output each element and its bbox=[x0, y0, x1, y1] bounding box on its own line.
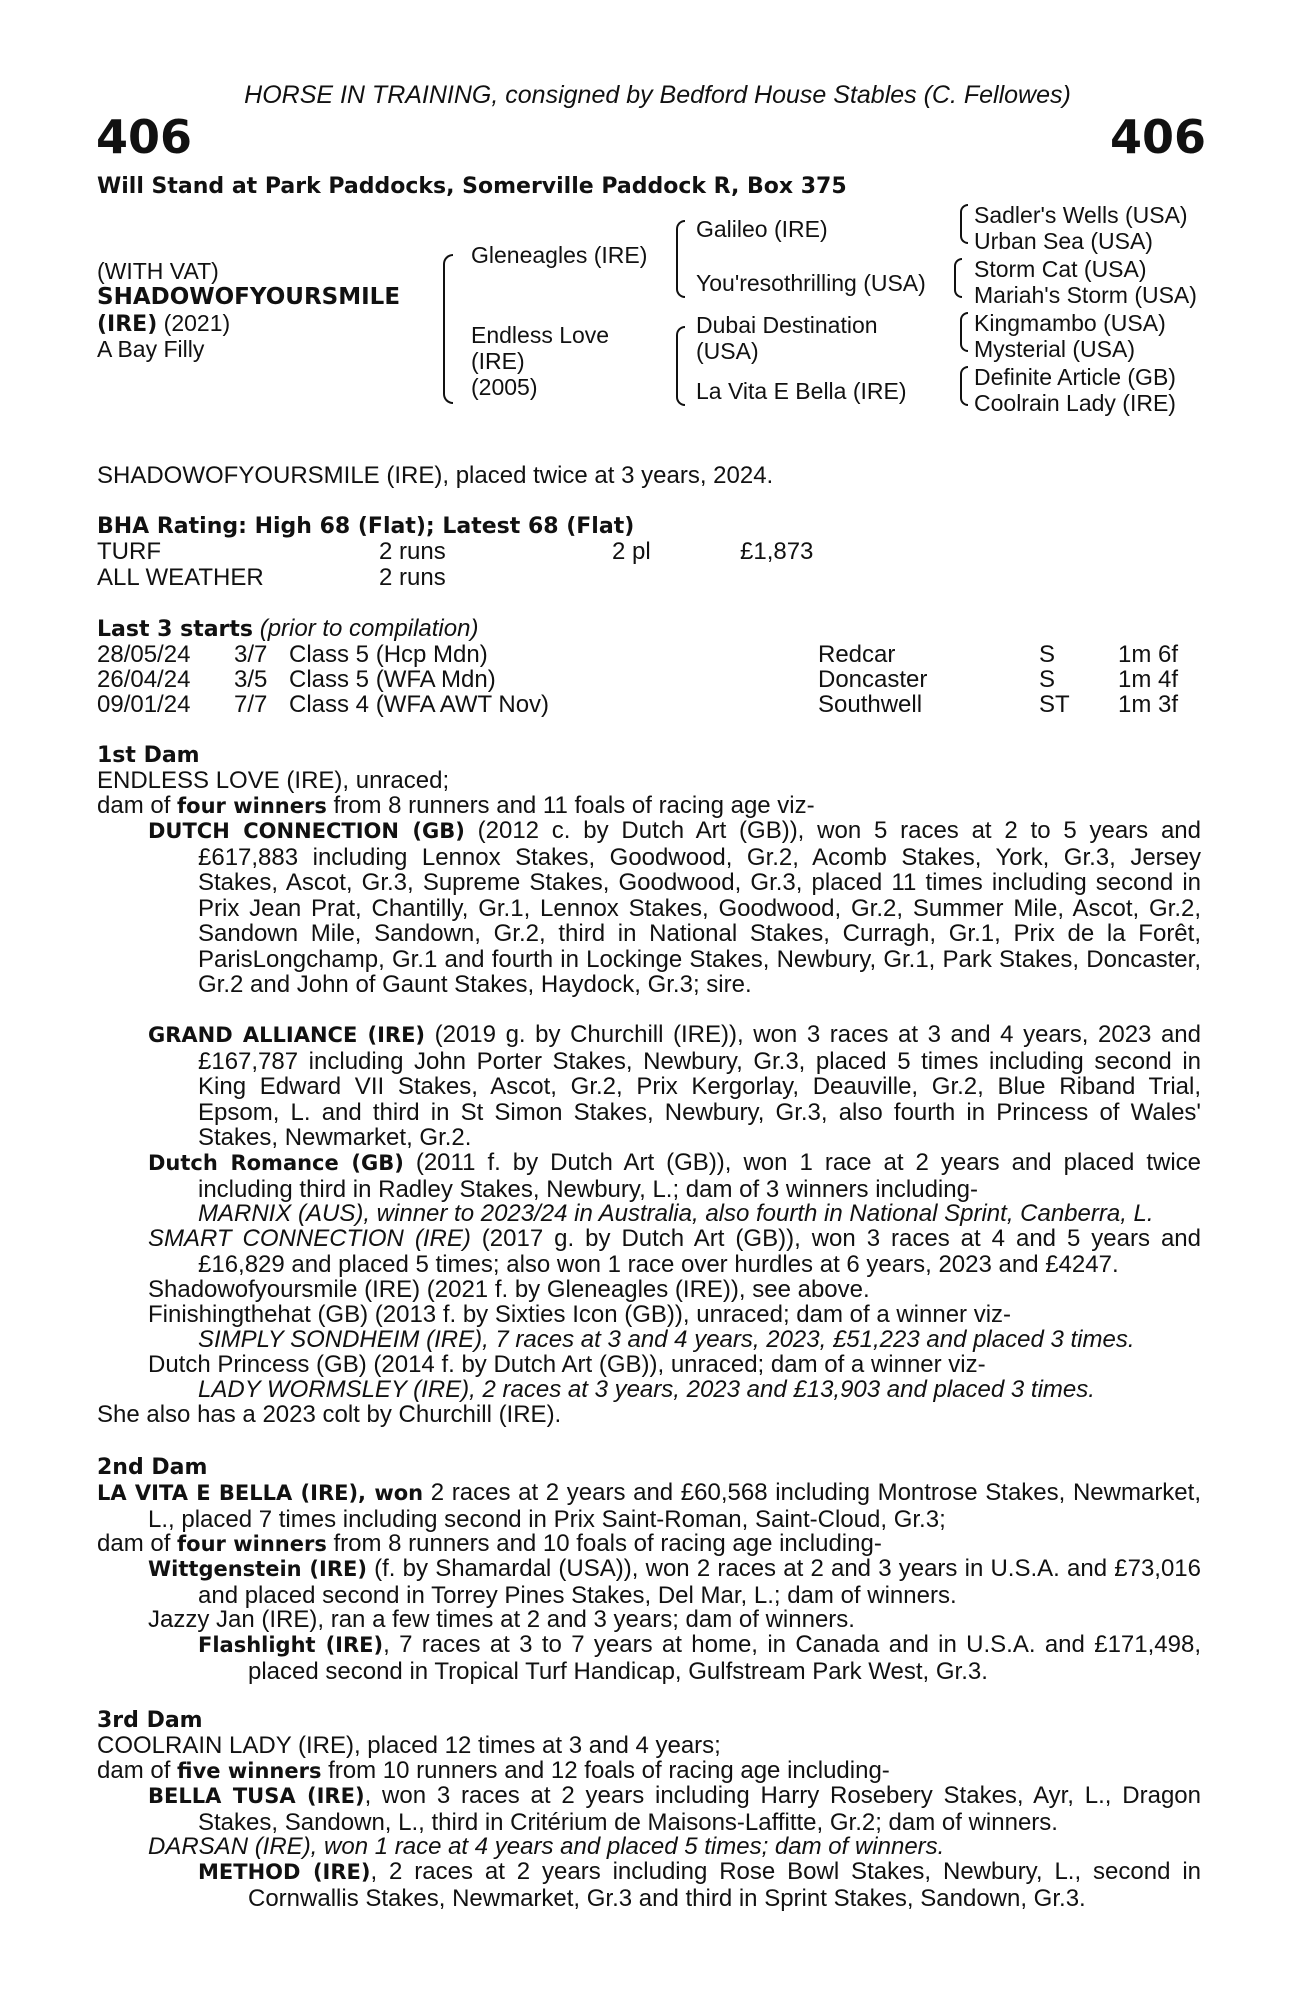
dam3-produce-post: from 10 runners and 12 foals of racing age including- bbox=[321, 1757, 890, 1784]
dutch-name: DUTCH CONNECTION (GB) bbox=[148, 819, 465, 843]
rating-surface: TURF bbox=[97, 538, 161, 565]
stand-location: Will Stand at Park Paddocks, Somerville Paddock R, Box 375 bbox=[97, 174, 847, 199]
brace-ds bbox=[960, 312, 968, 352]
progeny-finishingthehat: Finishingthehat (GB) (2013 f. by Sixties Icon (GB)), unraced; dam of a winner viz- bbox=[148, 1301, 1012, 1328]
rating-surface: ALL WEATHER bbox=[97, 564, 264, 591]
start-race: Class 5 (WFA Mdn) bbox=[289, 666, 496, 693]
horse-description: A Bay Filly bbox=[97, 336, 205, 362]
sire-sire: Galileo (IRE) bbox=[696, 216, 828, 242]
dam2-produce bbox=[97, 1531, 882, 1557]
dam2-produce-post: from 8 runners and 10 foals of racing age including- bbox=[326, 1530, 882, 1557]
progeny-grand-alliance bbox=[148, 1022, 1201, 1151]
grandprogeny-method bbox=[198, 1859, 1201, 1911]
dam2-heading: 2nd Dam bbox=[97, 1455, 208, 1480]
rating-runs: 2 runs bbox=[379, 538, 446, 565]
rating-runs: 2 runs bbox=[379, 564, 446, 591]
rating-placed: 2 pl bbox=[612, 538, 651, 565]
vat-label: (WITH VAT) bbox=[97, 258, 219, 284]
dam2-record bbox=[97, 1480, 1201, 1532]
sd-dam: Mariah's Storm (USA) bbox=[974, 282, 1197, 308]
progeny-dutch-connection bbox=[148, 818, 1201, 998]
lot-number-left: 406 bbox=[96, 110, 193, 164]
dutch-text: (2012 c. by Dutch Art (GB)), won 5 races at 2 to 5 years and £617,883 including Lennox Stakes, Goodwood, Gr.2, Acomb Stakes, York, Gr.3, Jersey Stakes, Ascot, Gr.3, Supreme Stakes, Goodwood, Gr.3, placed 11 times including second in Prix Jean Prat, Chantilly, Gr.1, Lennox Stakes, Goodwood, Gr.2, Summer Mile, Ascot, Gr.2, Sandown Mile, Sandown, Gr.2, third in National Stakes, Curragh, Gr.1, Prix de la Forêt, ParisLongchamp, Gr.1 and fourth in Lockinge Stakes, Newbury, Gr.1, Park Stakes, Doncaster, Gr.2 and John of Gaunt Stakes, Haydock, Gr.3; sire. bbox=[198, 817, 1202, 998]
grand-name: GRAND ALLIANCE (IRE) bbox=[148, 1023, 426, 1047]
dam1-produce-bold: four winners bbox=[177, 794, 327, 818]
progeny-dutch-princess: Dutch Princess (GB) (2014 f. by Dutch Art (GB)), unraced; dam of a winner viz- bbox=[148, 1351, 986, 1378]
dam3-heading: 3rd Dam bbox=[97, 1708, 203, 1733]
last-starts-note: (prior to compilation) bbox=[259, 615, 479, 642]
dam1-intro: ENDLESS LOVE (IRE), unraced; bbox=[97, 767, 450, 794]
start-course: Redcar bbox=[818, 641, 896, 668]
grandprogeny-marnix: MARNIX (AUS), winner to 2023/24 in Australia, also fourth in National Sprint, Canberra, L. bbox=[198, 1200, 1154, 1227]
last-starts-title: Last 3 starts bbox=[97, 617, 254, 642]
last-starts-heading bbox=[97, 616, 478, 643]
brace-ss bbox=[960, 204, 968, 244]
sd-sire: Storm Cat (USA) bbox=[974, 256, 1147, 282]
start-distance: 1m 4f bbox=[1118, 666, 1179, 693]
romance-name: Dutch Romance (GB) bbox=[148, 1151, 404, 1175]
dam1-heading: 1st Dam bbox=[97, 743, 200, 768]
start-distance: 1m 3f bbox=[1118, 691, 1179, 718]
flash-text: , 7 races at 3 to 7 years at home, in Canada and in U.S.A. and £171,498, placed second in Tropical Turf Handicap, Gulfstream Park West, Gr.3. bbox=[248, 1631, 1201, 1685]
start-race: Class 5 (Hcp Mdn) bbox=[289, 641, 488, 668]
dam3-produce-bold: five winners bbox=[177, 1759, 322, 1783]
summary-line: SHADOWOFYOURSMILE (IRE), placed twice at 3 years, 2024. bbox=[97, 462, 774, 489]
start-date: 09/01/24 bbox=[97, 691, 191, 718]
ss-sire: Sadler's Wells (USA) bbox=[974, 202, 1188, 228]
start-date: 26/04/24 bbox=[97, 666, 191, 693]
start-going: S bbox=[1039, 641, 1056, 668]
progeny-jazzy-jan: Jazzy Jan (IRE), ran a few times at 2 and 3 years; dam of winners. bbox=[148, 1606, 855, 1633]
start-distance: 1m 6f bbox=[1118, 641, 1179, 668]
progeny-darsan: DARSAN (IRE), won 1 race at 4 years and placed 5 times; dam of winners. bbox=[148, 1833, 945, 1860]
dam2-produce-pre: dam of bbox=[97, 1530, 178, 1557]
start-course: Southwell bbox=[818, 691, 923, 718]
ds-dam: Mysterial (USA) bbox=[974, 336, 1136, 362]
progeny-shadowofyoursmile: Shadowofyoursmile (IRE) (2021 f. by Gleneagles (IRE)), see above. bbox=[148, 1276, 870, 1303]
dam1-produce bbox=[97, 793, 815, 819]
dam3-produce bbox=[97, 1758, 890, 1784]
brace-dam bbox=[676, 326, 685, 406]
start-going: ST bbox=[1039, 691, 1070, 718]
dam1-also: She also has a 2023 colt by Churchill (IRE). bbox=[97, 1401, 562, 1428]
horse-year: (2021) bbox=[163, 310, 231, 336]
brace-sd bbox=[954, 258, 962, 298]
horse-country: (IRE) bbox=[97, 312, 158, 337]
grand-text: (2019 g. by Churchill (IRE)), won 3 races at 3 and 4 years, 2023 and £167,787 including John Porter Stakes, Newbury, Gr.3, placed 5 times including second in King Edward VII Stakes, Ascot, Gr.2, Prix Kergorlay, Deauville, Gr.2, Blue Riband Trial, Epsom, L. and third in St Simon Stakes, Newbury, Gr.3, also fourth in Princess of Wales' Stakes, Newmarket, Gr.2. bbox=[198, 1021, 1201, 1151]
romance-text: (2011 f. by Dutch Art (GB)), won 1 race at 2 years and placed twice including third in Radley Stakes, Newbury, L.; dam of 3 winners including- bbox=[198, 1149, 1202, 1203]
start-position: 3/7 bbox=[234, 641, 268, 668]
ss-dam: Urban Sea (USA) bbox=[974, 228, 1153, 254]
sire-dam: You'resothrilling (USA) bbox=[696, 270, 926, 296]
dam1-produce-pre: dam of bbox=[97, 792, 178, 819]
dam-name-1: Endless Love bbox=[471, 322, 610, 348]
brace-sire bbox=[676, 220, 685, 298]
grandprogeny-lady-wormsley: LADY WORMSLEY (IRE), 2 races at 3 years, 2023 and £13,903 and placed 3 times. bbox=[198, 1376, 1095, 1403]
start-position: 7/7 bbox=[234, 691, 268, 718]
dam-name-3: (2005) bbox=[471, 374, 538, 400]
bella-text: , won 3 races at 2 years including Harry Rosebery Stakes, Ayr, L., Dragon Stakes, Sandown, L., third in Critérium de Maisons-Laffitte, Gr.2; dam of winners. bbox=[198, 1782, 1201, 1836]
progeny-wittgenstein bbox=[148, 1556, 1201, 1608]
dam3-intro: COOLRAIN LADY (IRE), placed 12 times at 3 and 4 years; bbox=[97, 1732, 721, 1759]
start-race: Class 4 (WFA AWT Nov) bbox=[289, 691, 550, 718]
dam-sire-1: Dubai Destination bbox=[696, 312, 878, 338]
rating-prize: £1,873 bbox=[740, 538, 814, 565]
grandprogeny-simply-sondheim: SIMPLY SONDHEIM (IRE), 7 races at 3 and 4 years, 2023, £51,223 and placed 3 times. bbox=[198, 1326, 1135, 1353]
dd-dam: Coolrain Lady (IRE) bbox=[974, 390, 1176, 416]
brace-main bbox=[443, 254, 453, 404]
lot-number-right: 406 bbox=[1110, 110, 1207, 164]
sire-name: Gleneagles (IRE) bbox=[471, 242, 648, 268]
grandprogeny-flashlight bbox=[198, 1632, 1201, 1684]
start-date: 28/05/24 bbox=[97, 641, 191, 668]
witt-text: (f. by Shamardal (USA)), won 2 races at 2 and 3 years in U.S.A. and £73,016 and placed second in Torrey Pines Stakes, Del Mar, L.; dam of winners. bbox=[198, 1555, 1201, 1609]
witt-name: Wittgenstein (IRE) bbox=[148, 1557, 367, 1581]
dam2-text: 2 races at 2 years and £60,568 including Montrose Stakes, Newmarket, L., placed 7 times including second in Prix Saint-Roman, Saint-Cloud, Gr.3; bbox=[148, 1479, 1201, 1533]
method-name: METHOD (IRE) bbox=[198, 1860, 371, 1884]
horse-name: SHADOWOFYOURSMILE bbox=[97, 284, 401, 310]
dd-sire: Definite Article (GB) bbox=[974, 364, 1176, 390]
smart-text: (2017 g. by Dutch Art (GB)), won 3 races at 4 and 5 years and £16,829 and placed 5 times; also won 1 race over hurdles at 6 years, 2023 and £4247. bbox=[198, 1225, 1201, 1278]
progeny-bella-tusa bbox=[148, 1783, 1201, 1835]
ds-sire: Kingmambo (USA) bbox=[974, 310, 1166, 336]
start-going: S bbox=[1039, 666, 1056, 693]
progeny-smart-connection bbox=[148, 1226, 1201, 1277]
dam-sire-2: (USA) bbox=[696, 338, 759, 364]
brace-dd bbox=[960, 366, 968, 406]
dam-dam: La Vita E Bella (IRE) bbox=[696, 378, 907, 404]
method-text: , 2 races at 2 years including Rose Bowl Stakes, Newbury, L., second in Cornwallis Stakes, Newmarket, Gr.3 and third in Sprint Stakes, Sandown, Gr.3. bbox=[248, 1858, 1201, 1912]
dam-name-2: (IRE) bbox=[471, 348, 525, 374]
dam2-produce-bold: four winners bbox=[177, 1532, 327, 1556]
smart-name: SMART CONNECTION (IRE) bbox=[148, 1225, 471, 1252]
dam3-produce-pre: dam of bbox=[97, 1757, 178, 1784]
dam2-name: LA VITA E BELLA (IRE), won bbox=[97, 1481, 424, 1505]
consignor-line: HORSE IN TRAINING, consigned by Bedford House Stables (C. Fellowes) bbox=[244, 81, 1071, 109]
horse-origin bbox=[97, 310, 230, 338]
progeny-dutch-romance bbox=[148, 1150, 1201, 1202]
bella-name: BELLA TUSA (IRE) bbox=[148, 1784, 365, 1808]
start-course: Doncaster bbox=[818, 666, 928, 693]
dam1-produce-post: from 8 runners and 11 foals of racing age viz- bbox=[326, 792, 815, 819]
start-position: 3/5 bbox=[234, 666, 268, 693]
rating-title: BHA Rating: High 68 (Flat); Latest 68 (Flat) bbox=[97, 514, 635, 539]
flash-name: Flashlight (IRE) bbox=[198, 1633, 384, 1657]
